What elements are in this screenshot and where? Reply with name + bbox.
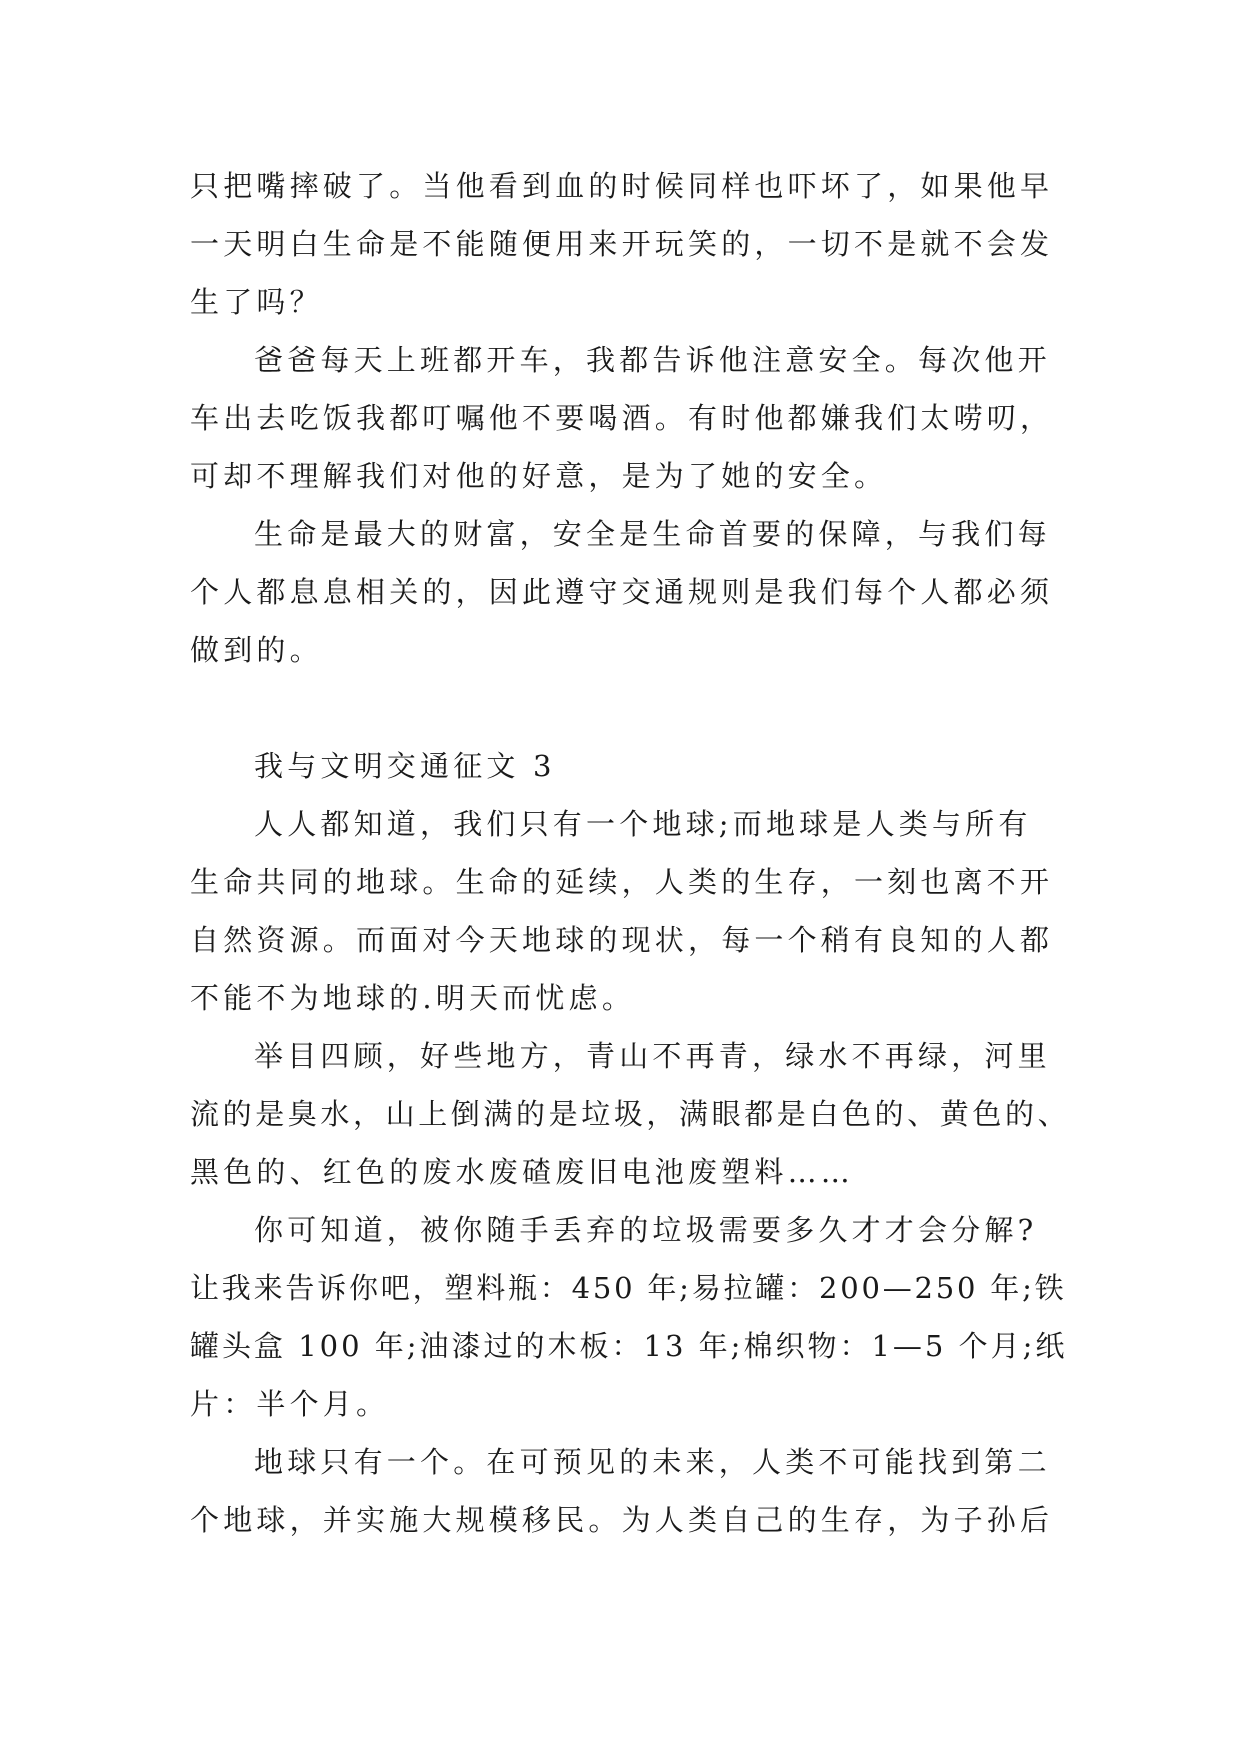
text-line: 可却不理解我们对他的好意，是为了她的安全。 <box>190 459 888 493</box>
text-line: 黑色的、红色的废水废碴废旧电池废塑料…… <box>190 1155 855 1189</box>
text-line: 让我来告诉你吧，塑料瓶：450 年;易拉罐：200—250 年;铁 <box>190 1271 1067 1305</box>
paragraph-start-line: 人人都知道，我们只有一个地球;而地球是人类与所有 <box>254 807 1032 841</box>
text-line: 流的是臭水，山上倒满的是垃圾，满眼都是白色的、黄色的、 <box>190 1097 1071 1131</box>
text-line: 罐头盒 100 年;油漆过的木板：13 年;棉织物：1—5 个月;纸 <box>190 1329 1068 1363</box>
paragraph-start-line: 地球只有一个。在可预见的未来，人类不可能找到第二 <box>254 1445 1051 1479</box>
text-line: 一天明白生命是不能随便用来开玩笑的，一切不是就不会发 <box>190 227 1054 261</box>
text-line: 生了吗？ <box>190 285 323 319</box>
paragraph-start-line: 生命是最大的财富，安全是生命首要的保障，与我们每 <box>254 517 1051 551</box>
paragraph-start-line: 爸爸每天上班都开车，我都告诉他注意安全。每次他开 <box>254 343 1051 377</box>
section-heading: 我与文明交通征文 3 <box>254 749 556 783</box>
text-line: 自然资源。而面对今天地球的现状，每一个稍有良知的人都 <box>190 923 1054 957</box>
paragraph-start-line: 举目四顾，好些地方，青山不再青，绿水不再绿，河里 <box>254 1039 1051 1073</box>
text-line: 只把嘴摔破了。当他看到血的时候同样也吓坏了，如果他早 <box>190 169 1054 203</box>
text-line: 个地球，并实施大规模移民。为人类自己的生存，为子孙后 <box>190 1503 1054 1537</box>
text-line: 做到的。 <box>190 633 323 667</box>
paragraph-start-line: 你可知道，被你随手丢弃的垃圾需要多久才才会分解? <box>254 1213 1038 1247</box>
text-line: 生命共同的地球。生命的延续，人类的生存，一刻也离不开 <box>190 865 1054 899</box>
text-line: 片：半个月。 <box>190 1387 390 1421</box>
text-line: 不能不为地球的.明天而忧虑。 <box>190 981 636 1015</box>
text-line: 车出去吃饭我都叮嘱他不要喝酒。有时他都嫌我们太唠叨， <box>190 401 1054 435</box>
text-line: 个人都息息相关的，因此遵守交通规则是我们每个人都必须 <box>190 575 1054 609</box>
